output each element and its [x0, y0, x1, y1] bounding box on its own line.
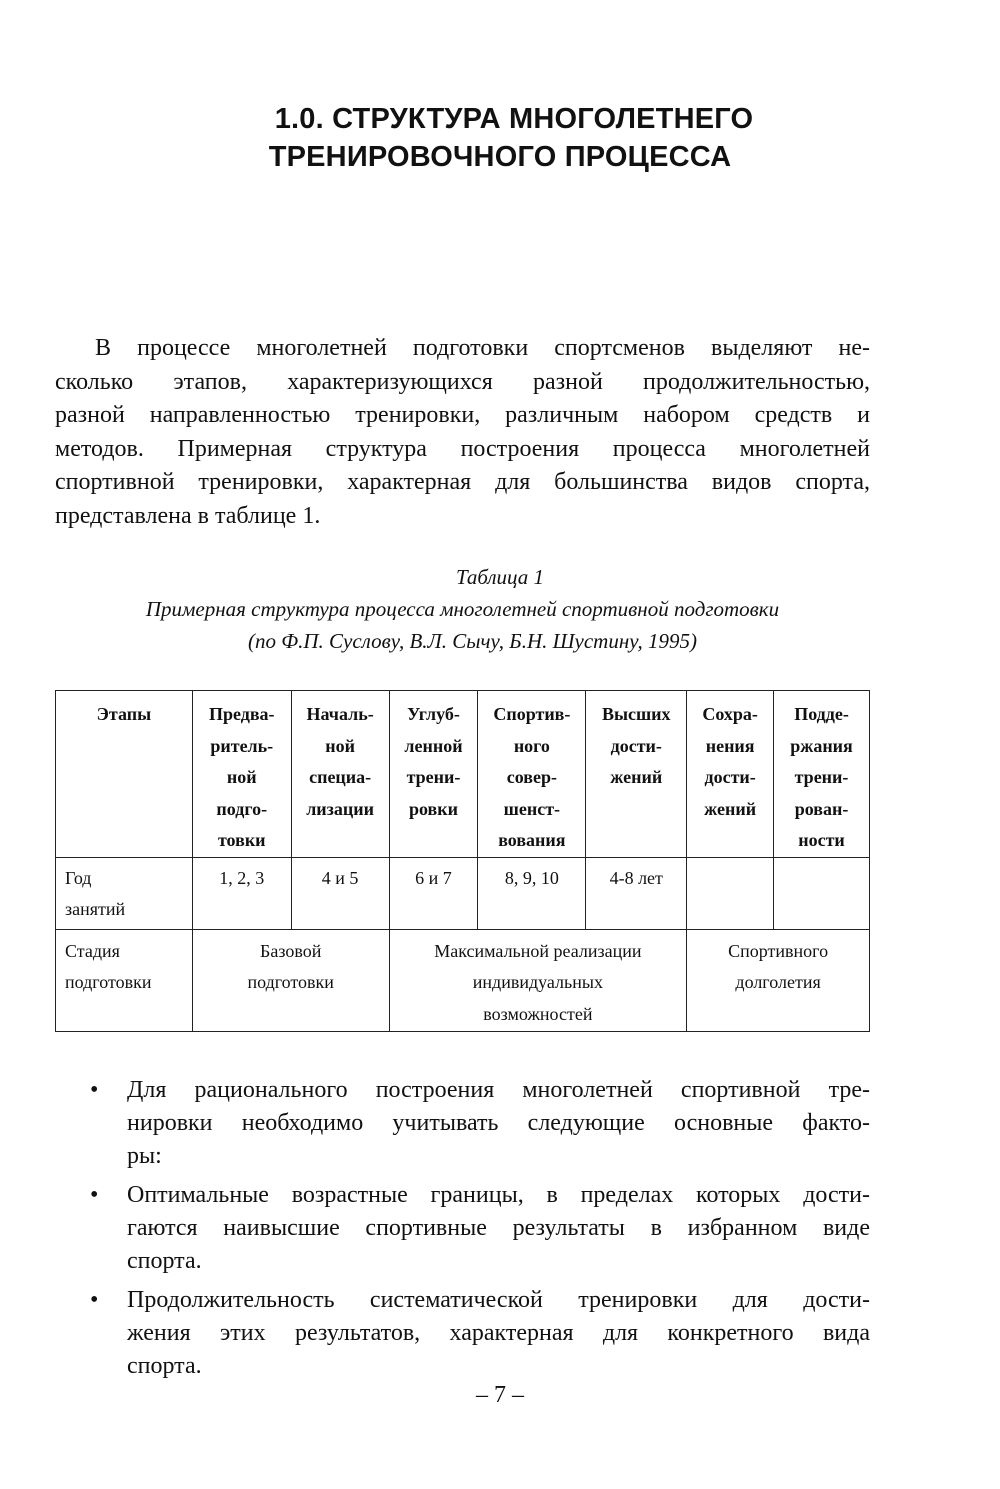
table-number: Таблица 1	[455, 565, 545, 589]
intro-paragraph	[55, 332, 870, 534]
cell-value: Базовой подготовки	[247, 940, 334, 992]
cell-value: 4 и 5	[321, 867, 359, 888]
list-item-line: жения этих результатов, характерная для конкретного вида	[127, 1320, 870, 1346]
training-structure-table	[55, 690, 870, 1032]
paragraph-line: представлена в таблице 1.	[55, 502, 321, 529]
row-label-cell	[56, 929, 193, 1031]
header-text: Началь- ной специа- лизации	[306, 704, 375, 819]
header-text: Предва- ритель- ной подго- товки	[208, 704, 275, 850]
header-text: Углуб- ленной трени- ровки	[404, 704, 463, 819]
table-row	[56, 857, 870, 929]
table-header-cell	[687, 691, 774, 858]
table-cell	[687, 929, 870, 1031]
table-cell	[687, 857, 774, 929]
row-label: Год занятий	[65, 867, 126, 919]
section-heading	[0, 100, 1000, 176]
table-title: Примерная структура процесса многолетней спортивной подготовки	[145, 597, 780, 621]
heading-line: ТРЕНИРОВОЧНОГО ПРОЦЕССА	[268, 141, 732, 173]
table-header-cell	[192, 691, 291, 858]
table-header-cell	[291, 691, 389, 858]
table-cell	[192, 929, 389, 1031]
table-cell	[478, 857, 586, 929]
paragraph-line: методов. Примерная структура построения процесса многолетней	[55, 435, 870, 462]
table-header-row	[56, 691, 870, 858]
table-cell	[586, 857, 687, 929]
paragraph-line: В процессе многолетней подготовки спортсменов выделяют не-	[95, 335, 870, 361]
bullet-icon: •	[90, 1077, 99, 1103]
table-source: (по Ф.П. Суслову, В.Л. Сычу, Б.Н. Шустину, 1995)	[247, 629, 698, 653]
list-item-line: Оптимальные возрастные границы, в пределах которых дости-	[127, 1182, 870, 1208]
list-item-line: Продолжительность систематической тренировки для дости-	[127, 1287, 870, 1313]
table-row	[56, 929, 870, 1031]
paragraph-line: спортивной тренировки, характерная для большинства видов спорта,	[55, 469, 870, 496]
list-item-line: спорта.	[127, 1353, 202, 1379]
table-cell	[774, 857, 870, 929]
list-item	[90, 1179, 870, 1278]
cell-value: Спортивного долголетия	[728, 940, 829, 992]
paragraph-line: сколько этапов, характеризующихся разной продолжительностью,	[55, 368, 870, 395]
paragraph-line: разной направленностью тренировки, различным набором средств и	[55, 402, 870, 429]
header-text: Этапы	[96, 704, 152, 724]
cell-value: 1, 2, 3	[219, 867, 265, 888]
list-item-line: ры:	[127, 1143, 162, 1169]
list-item	[90, 1284, 870, 1383]
table-caption	[55, 561, 870, 657]
bullet-icon: •	[90, 1287, 99, 1313]
page-number: – 7 –	[476, 1382, 524, 1408]
table-cell	[389, 857, 478, 929]
list-item-line: спорта.	[127, 1248, 202, 1274]
header-text: Подде- ржания трени- рован- ности	[790, 704, 853, 850]
list-item-line: нировки необходимо учитывать следующие основные факто-	[127, 1110, 870, 1136]
table-cell	[291, 857, 389, 929]
table-header-cell	[774, 691, 870, 858]
list-item-line: гаются наивысшие спортивные результаты в избранном виде	[127, 1215, 870, 1241]
header-text: Высших дости- жений	[601, 704, 671, 787]
table-cell	[192, 857, 291, 929]
header-text: Сохра- нения дости- жений	[702, 704, 758, 819]
table-header-cell	[586, 691, 687, 858]
list-item	[90, 1074, 870, 1173]
cell-value: 6 и 7	[415, 867, 452, 888]
table-header-cell	[478, 691, 586, 858]
bullet-icon: •	[90, 1182, 99, 1208]
list-item-line: Для рационального построения многолетней спортивной тре-	[127, 1077, 870, 1103]
factors-list	[90, 1074, 870, 1389]
cell-value: 8, 9, 10	[504, 867, 559, 888]
cell-value: 4-8 лет	[609, 867, 663, 888]
cell-value: Максимальной реализации индивидуальных возможностей	[434, 940, 642, 1024]
row-label-cell	[56, 857, 193, 929]
heading-line: 1.0. СТРУКТУРА МНОГОЛЕТНЕГО	[274, 103, 754, 135]
row-label: Стадия подготовки	[65, 940, 152, 992]
table-cell	[389, 929, 687, 1031]
table-header-cell	[389, 691, 478, 858]
header-text: Спортив- ного совер- шенст- вования	[493, 704, 571, 850]
table-header-cell	[56, 691, 193, 858]
